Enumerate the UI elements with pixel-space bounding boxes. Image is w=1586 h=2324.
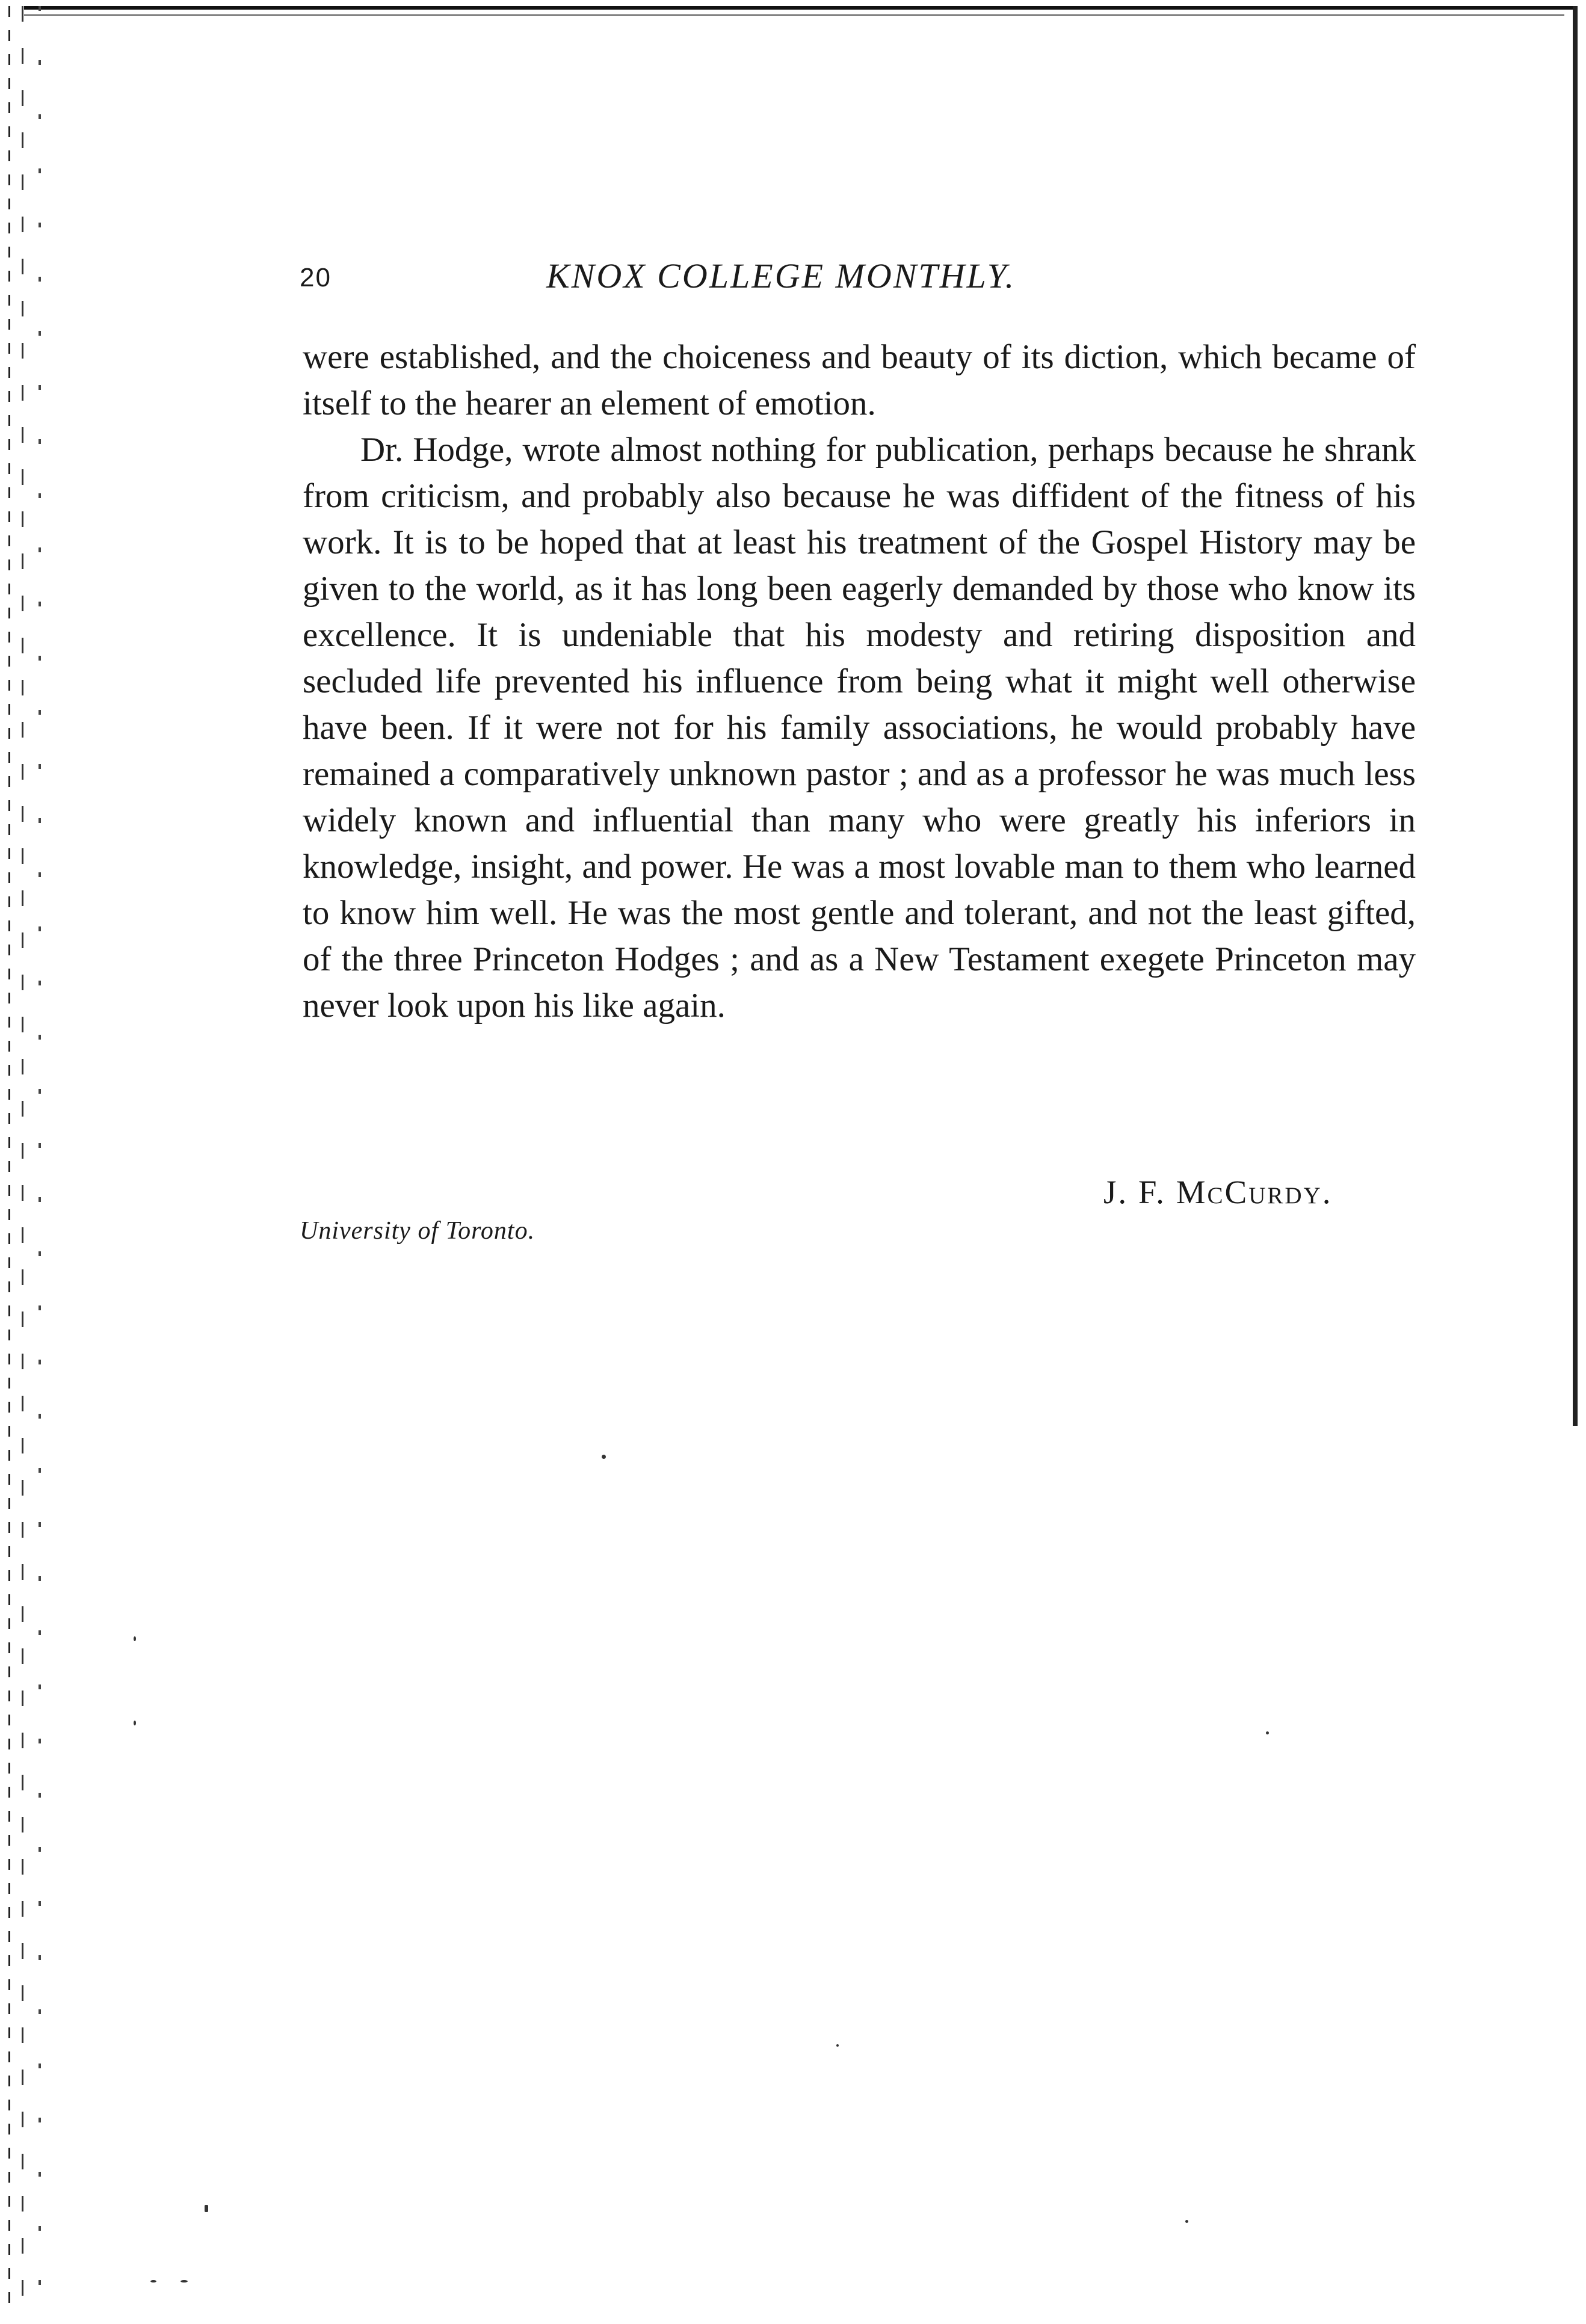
scan-speck <box>134 1721 136 1725</box>
page-header <box>300 256 1419 304</box>
scan-speck <box>1185 2220 1188 2223</box>
scan-edge-top-rule <box>24 14 1564 16</box>
scan-speck <box>205 2205 208 2212</box>
scan-speck <box>1266 1731 1269 1734</box>
page-number: 20 <box>300 263 332 292</box>
scan-speck <box>134 1636 136 1641</box>
scan-speck <box>181 2280 188 2282</box>
scan-edge-right <box>1573 6 1578 1426</box>
author-signature: J. F. McCurdy. <box>1103 1174 1333 1210</box>
scan-speck <box>150 2280 156 2282</box>
paragraph: were established, and the choiceness and beauty of its diction, which became of itself to the hearer an element of emotion. <box>303 338 1416 422</box>
running-title: KNOX COLLEGE MONTHLY. <box>546 256 1016 295</box>
scan-speck <box>836 2044 839 2047</box>
article-body <box>303 334 1416 1029</box>
scan-edge-left <box>8 6 75 2316</box>
scan-speck <box>602 1455 606 1459</box>
scan-edge-top <box>24 6 1576 10</box>
author-affiliation: University of Toronto. <box>300 1217 535 1245</box>
paragraph: Dr. Hodge, wrote almost nothing for publication, perhaps because he shrank from criticism, and probably also because he was diffident of the fitness of his work. It is to be hoped that at least his treatment of the Gospel History may be given to the world, as it has long been eagerly demanded by those who know its excellence. It is undeniable that his modesty and retiring disposition and secluded life prevented his influence from being what it might well otherwise have been. If it were not for his family associations, he would probably have remained a comparatively unknown pastor ; and as a professor he was much less widely known and influential than many who were greatly his inferiors in knowledge, insight, and power. He was a most lovable man to them who learned to know him well. He was the most gentle and tolerant, and not the least gifted, of the three Princeton Hodges ; and as a New Testament exegete Princeton may never look upon his like again. <box>303 431 1416 1025</box>
